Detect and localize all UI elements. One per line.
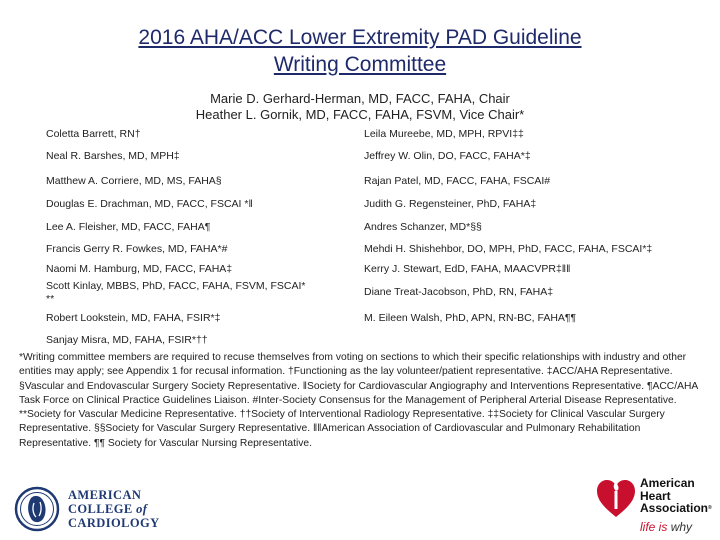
aha-wordmark <box>640 477 712 515</box>
member-name: Jeffrey W. Olin, DO, FACC, FAHA*‡ <box>364 150 531 162</box>
member-row <box>46 193 706 216</box>
acc-seal-icon <box>14 486 60 532</box>
member-row <box>46 307 706 329</box>
acc-line-2-of: of <box>136 502 148 516</box>
member-list <box>46 126 706 351</box>
acc-line-3: CARDIOLOGY <box>68 516 160 530</box>
member-name: Matthew A. Corriere, MD, MS, FAHA§ <box>46 175 222 187</box>
member-row <box>46 260 706 278</box>
member-name: Mehdi H. Shishehbor, DO, MPH, PhD, FACC, FAHA, FSCAI*‡ <box>364 242 653 255</box>
member-row <box>46 329 706 351</box>
acc-wordmark <box>68 488 160 530</box>
member-name: Robert Lookstein, MD, FAHA, FSIR*‡ <box>46 311 221 324</box>
member-name: Leila Mureebe, MD, MPH, RPVI‡‡ <box>364 128 524 140</box>
member-row <box>46 126 706 143</box>
chairs-block <box>0 91 720 123</box>
member-row <box>46 170 706 193</box>
acc-line-2 <box>68 502 160 516</box>
member-name: Kerry J. Stewart, EdD, FAHA, MAACVPR‡‖‖ <box>364 262 571 275</box>
footnote-text: *Writing committee members are required to recuse themselves from voting on sections to which their specific relationships with industry and other entities may apply; see Appendix 1 for recusal information. †Functioning as the lay volunteer/patient representative. ‡ACC/AHA Representative. §Vascular and Endovascular Surgery Society Representative. ‖Society for Cardiovascular Angiography and Interventions Representative. ¶ACC/AHA Task Force on Clinical Practice Guidelines Liaison. #Inter-Society Consensus for the Management of Peripheral Arterial Disease Representative. **Society for Vascular Medicine Representative. ††Society of Interventional Radiology Representative. ‡‡Society for Clinical Vascular Surgery Representative. §§Society for Vascular Surgery Representative. ‖‖American Association of Cardiovascular and Pulmonary Rehabilitation Representative. ¶¶ Society for Vascular Nursing Representative. <box>19 352 698 449</box>
title-line-1: 2016 AHA/ACC Lower Extremity PAD Guideline <box>138 26 582 49</box>
member-row <box>46 143 706 170</box>
member-row <box>46 216 706 238</box>
member-name: Coletta Barrett, RN† <box>46 128 141 140</box>
page-title <box>0 24 720 78</box>
member-name: Judith G. Regensteiner, PhD, FAHA‡ <box>364 198 537 210</box>
member-name: Lee A. Fleisher, MD, FACC, FAHA¶ <box>46 220 211 233</box>
member-name: Andres Schanzer, MD*§§ <box>364 220 482 233</box>
acc-logo <box>14 484 160 534</box>
heart-torch-icon <box>594 476 638 520</box>
member-name: Francis Gerry R. Fowkes, MD, FAHA*# <box>46 242 228 255</box>
aha-line-1: American <box>640 476 695 490</box>
member-name: Rajan Patel, MD, FACC, FAHA, FSCAI# <box>364 175 551 187</box>
member-row <box>46 238 706 260</box>
aha-tagline <box>640 520 692 534</box>
registered-mark: ® <box>708 505 712 511</box>
aha-tagline-why: why <box>670 520 693 534</box>
member-row <box>46 278 706 307</box>
acc-line-2-word: COLLEGE <box>68 502 133 516</box>
member-name: Scott Kinlay, MBBS, PhD, FACC, FAHA, FSVM, FSCAI* ** <box>46 279 306 305</box>
aha-line-3 <box>640 502 712 515</box>
aha-tagline-life: life is <box>640 520 671 534</box>
vice-chair-name: Heather L. Gornik, MD, FACC, FAHA, FSVM, Vice Chair* <box>195 107 525 122</box>
member-name: Naomi M. Hamburg, MD, FACC, FAHA‡ <box>46 262 233 275</box>
member-name: Douglas E. Drachman, MD, FACC, FSCAI *‖ <box>46 198 253 210</box>
aha-line-2: Heart <box>640 488 671 503</box>
member-name: M. Eileen Walsh, PhD, APN, RN-BC, FAHA¶¶ <box>364 311 577 324</box>
member-name: Diane Treat-Jacobson, PhD, RN, FAHA‡ <box>364 286 554 298</box>
aha-logo <box>594 470 714 536</box>
chair-name: Marie D. Gerhard-Herman, MD, FACC, FAHA, Chair <box>210 91 510 106</box>
title-line-2: Writing Committee <box>273 53 447 76</box>
acc-line-1: AMERICAN <box>68 488 142 502</box>
member-name: Sanjay Misra, MD, FAHA, FSIR*†† <box>46 333 208 346</box>
member-name: Neal R. Barshes, MD, MPH‡ <box>46 150 180 162</box>
aha-line-3-text: Association <box>640 501 709 515</box>
